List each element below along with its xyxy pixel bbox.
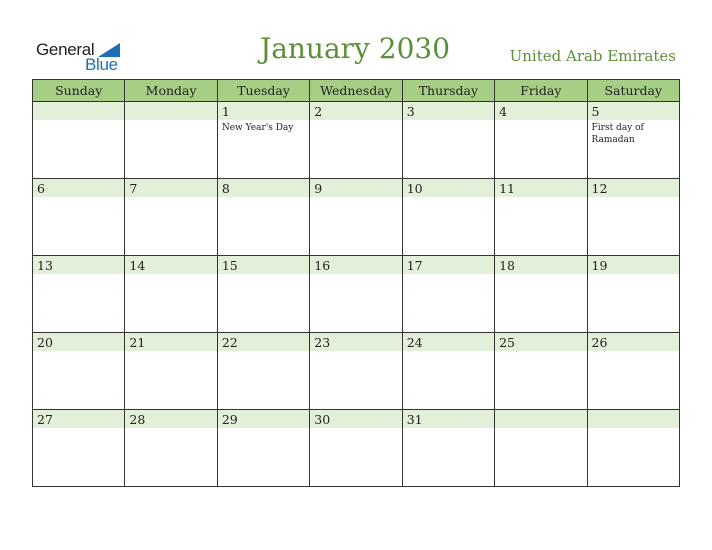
day-number: 8 — [221, 181, 230, 196]
day-cell — [217, 333, 309, 410]
day-cell — [402, 410, 494, 487]
day-cell — [217, 102, 309, 179]
day-number: 2 — [314, 104, 323, 119]
day-number-band — [310, 179, 401, 197]
day-cell — [402, 333, 494, 410]
calendar-grid — [32, 79, 680, 487]
day-number: 9 — [314, 181, 323, 196]
day-cell — [310, 102, 402, 179]
day-number: 20 — [37, 335, 53, 350]
day-cell — [402, 179, 494, 256]
day-number: 14 — [129, 258, 146, 273]
day-cell — [217, 256, 309, 333]
day-cell — [587, 410, 679, 487]
day-number: 30 — [314, 412, 331, 427]
day-cell — [495, 256, 587, 333]
weekday-header: Saturday — [587, 80, 679, 102]
day-cell — [495, 179, 587, 256]
day-number: 17 — [406, 258, 423, 273]
calendar-body — [33, 102, 680, 487]
day-number: 11 — [499, 181, 516, 196]
day-number: 24 — [406, 335, 423, 350]
day-cell — [310, 256, 402, 333]
day-number: 22 — [221, 335, 238, 350]
day-cell — [402, 102, 494, 179]
day-number: 13 — [37, 258, 53, 273]
holiday-label: First day of Ramadan — [591, 123, 644, 145]
day-cell — [125, 179, 217, 256]
day-cell — [310, 410, 402, 487]
weekday-header-row — [33, 80, 680, 102]
day-number: 4 — [499, 104, 508, 119]
day-cell — [310, 179, 402, 256]
day-number: 10 — [406, 181, 423, 196]
day-number: 1 — [221, 104, 230, 119]
day-cell — [125, 333, 217, 410]
weekday-header: Monday — [125, 80, 217, 102]
day-cell — [33, 410, 125, 487]
day-number-band — [588, 410, 679, 428]
day-number: 3 — [406, 104, 415, 119]
day-cell — [587, 333, 679, 410]
day-number: 6 — [37, 181, 45, 196]
weekday-header: Wednesday — [310, 80, 402, 102]
weekday-header: Sunday — [33, 80, 125, 102]
day-number: 5 — [591, 104, 600, 119]
day-cell — [33, 179, 125, 256]
day-cell — [125, 256, 217, 333]
logo-text-general: General — [36, 40, 95, 59]
day-number-band — [218, 179, 309, 197]
week-row — [33, 179, 680, 256]
day-number-band — [403, 102, 494, 120]
day-cell — [587, 102, 679, 179]
day-number: 19 — [591, 258, 608, 273]
weekday-header: Tuesday — [217, 80, 309, 102]
day-cell — [125, 102, 217, 179]
generalblue-logo — [36, 40, 128, 74]
week-row — [33, 102, 680, 179]
day-cell — [495, 102, 587, 179]
day-number-band — [495, 102, 586, 120]
day-number: 18 — [499, 258, 516, 273]
day-cell — [310, 333, 402, 410]
day-number: 27 — [37, 412, 53, 427]
day-number: 26 — [591, 335, 608, 350]
day-number: 25 — [499, 335, 516, 350]
day-number: 15 — [221, 258, 238, 273]
day-number: 28 — [129, 412, 146, 427]
day-cell — [33, 333, 125, 410]
day-number-band — [33, 102, 124, 120]
holiday-label: New Year's Day — [221, 123, 294, 133]
day-number: 21 — [129, 335, 146, 350]
day-number: 31 — [406, 412, 423, 427]
day-cell — [495, 333, 587, 410]
logo-text-blue: Blue — [85, 55, 118, 74]
day-number: 29 — [221, 412, 238, 427]
day-cell — [33, 102, 125, 179]
country-name: United Arab Emirates — [509, 47, 676, 65]
day-number: 12 — [591, 181, 608, 196]
day-cell — [495, 410, 587, 487]
day-number-band — [218, 102, 309, 120]
day-number-band — [310, 102, 401, 120]
day-number-band — [125, 102, 216, 120]
weekday-header: Friday — [495, 80, 587, 102]
week-row — [33, 256, 680, 333]
day-number-band — [33, 179, 124, 197]
day-number: 16 — [314, 258, 331, 273]
day-number-band — [495, 410, 586, 428]
day-number-band — [588, 102, 679, 120]
day-cell — [402, 256, 494, 333]
day-cell — [217, 179, 309, 256]
day-number-band — [125, 179, 216, 197]
day-cell — [587, 179, 679, 256]
day-cell — [125, 410, 217, 487]
week-row — [33, 333, 680, 410]
day-number: 7 — [129, 181, 138, 196]
day-cell — [33, 256, 125, 333]
week-row — [33, 410, 680, 487]
day-number: 23 — [314, 335, 331, 350]
day-cell — [217, 410, 309, 487]
day-cell — [587, 256, 679, 333]
calendar-title: January 2030 — [259, 32, 451, 65]
weekday-header: Thursday — [402, 80, 494, 102]
